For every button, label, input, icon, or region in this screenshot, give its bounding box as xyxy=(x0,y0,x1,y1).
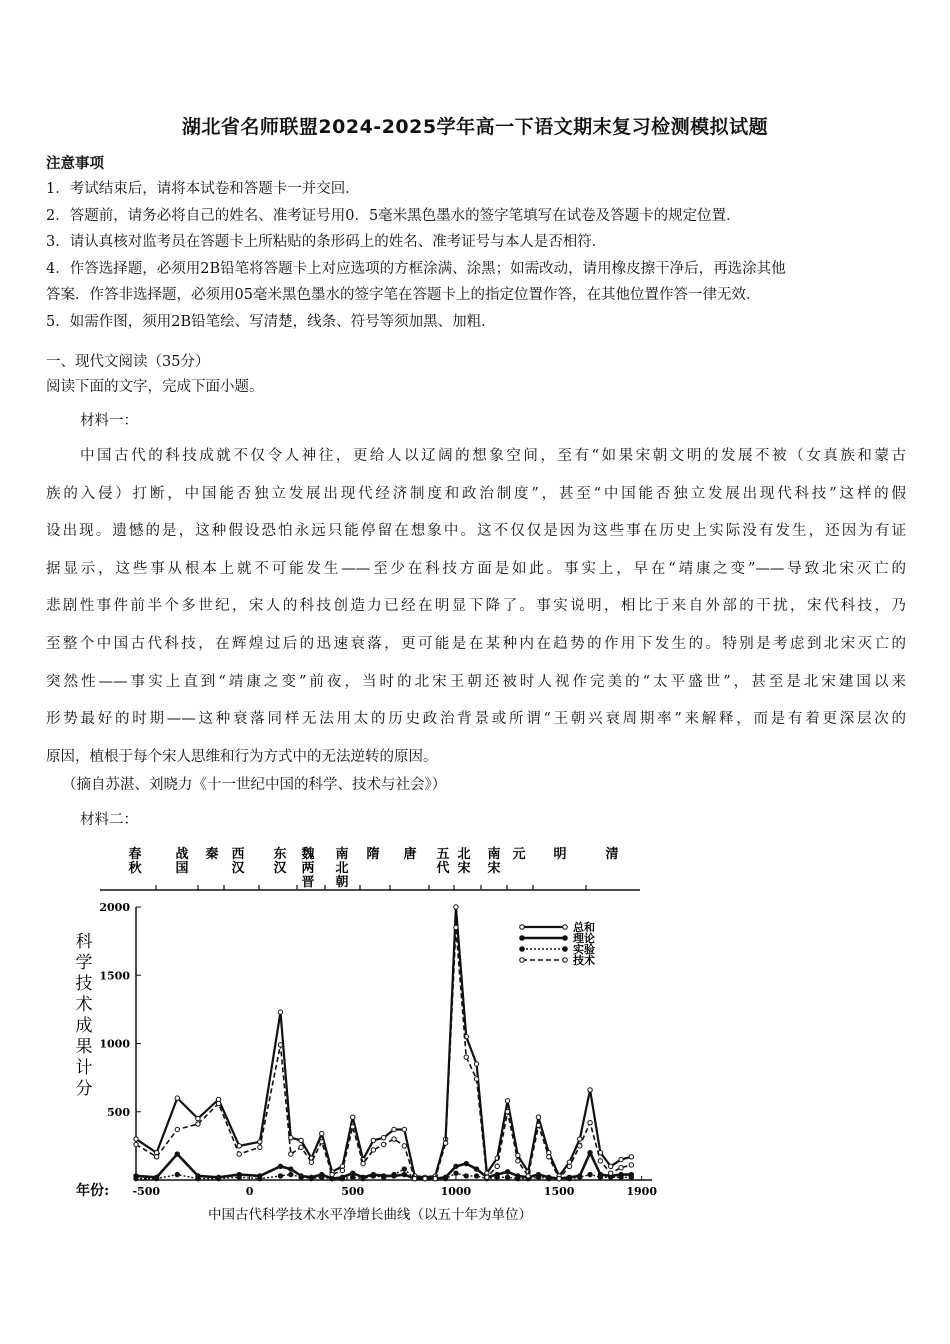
text-line: 原因，植根于每个宋人思维和行为方式中的无法逆转的原因。 xyxy=(46,748,438,765)
legend-label: 实验 xyxy=(573,943,595,956)
data-point xyxy=(309,1176,313,1180)
data-point xyxy=(351,1175,355,1179)
data-point xyxy=(588,1172,592,1176)
data-point xyxy=(629,1155,633,1159)
data-point xyxy=(196,1122,200,1126)
data-point xyxy=(175,1152,179,1156)
dynasty-label: 宋 xyxy=(487,861,501,876)
dynasty-label: 北 xyxy=(335,861,349,876)
data-point xyxy=(464,1161,468,1165)
data-point xyxy=(464,1055,468,1059)
data-point xyxy=(588,1120,592,1124)
data-point xyxy=(505,1175,509,1179)
y-axis-label: 果 xyxy=(75,1037,93,1057)
x-axis-label: 年份: xyxy=(76,1183,110,1199)
data-point xyxy=(505,1170,509,1174)
data-point xyxy=(402,1172,406,1176)
y-axis-label: 学 xyxy=(75,953,93,973)
data-point xyxy=(340,1176,344,1180)
material1-source: （摘自苏湛、刘晓力《十一世纪中国的科学、技术与社会》） xyxy=(62,777,447,793)
legend-marker xyxy=(520,947,525,952)
y-tick-label: 1500 xyxy=(99,969,130,983)
data-point xyxy=(381,1142,385,1146)
dynasty-label: 东 xyxy=(273,847,287,862)
data-point xyxy=(289,1167,293,1171)
data-point xyxy=(578,1137,582,1141)
data-point xyxy=(392,1137,396,1141)
data-point xyxy=(619,1175,623,1179)
data-point xyxy=(289,1152,293,1156)
section-heading: 一、现代文阅读（35分） xyxy=(46,354,210,370)
text-line: 设出现。遗憾的是，这种假设恐怕永远只能停留在想象中。这不仅仅是因为这些事在历史上实际没有发生，还因为有证 xyxy=(46,523,906,540)
data-point xyxy=(629,1175,633,1179)
y-tick-label: 500 xyxy=(107,1105,130,1119)
data-point xyxy=(598,1159,602,1163)
data-point xyxy=(443,1141,447,1145)
data-point xyxy=(454,1171,458,1175)
data-point xyxy=(320,1140,324,1144)
data-point xyxy=(371,1148,375,1152)
dynasty-label: 北 xyxy=(457,847,471,862)
data-point xyxy=(433,1176,437,1180)
data-point xyxy=(526,1174,530,1178)
data-point xyxy=(299,1138,303,1142)
data-point xyxy=(196,1176,200,1180)
legend-marker xyxy=(563,925,568,930)
data-point xyxy=(547,1155,551,1159)
y-axis-label: 科 xyxy=(75,932,93,952)
y-axis-label: 术 xyxy=(75,995,93,1015)
data-point xyxy=(505,1099,509,1103)
data-point xyxy=(154,1176,158,1180)
notice-item: 3．请认真核对监考员在答题卡上所粘贴的条形码上的姓名、准考证号与本人是否相符． xyxy=(46,234,607,250)
dynasty-label: 代 xyxy=(436,861,450,876)
data-point xyxy=(516,1159,520,1163)
notice-item: 2．答题前，请务必将自己的姓名、准考证号用0．5毫米黑色墨水的签字笔填写在试卷及答题卡的规定位置． xyxy=(46,207,741,224)
data-point xyxy=(278,1164,282,1168)
text-line: 悲剧性事件前半个多世纪，宋人的科技创造力已经在明显下降了。事实说明，相比于来自外部的干扰，宋代科技，乃 xyxy=(46,598,906,615)
data-point xyxy=(340,1168,344,1172)
data-point xyxy=(258,1145,262,1149)
x-tick-label: 1500 xyxy=(543,1185,575,1198)
data-point xyxy=(196,1116,200,1120)
data-point xyxy=(175,1096,179,1100)
data-point xyxy=(423,1176,427,1180)
data-point xyxy=(454,905,458,909)
data-point xyxy=(588,1151,592,1155)
data-point xyxy=(454,925,458,929)
data-point xyxy=(402,1144,406,1148)
notice-item: 5．如需作图，须用2B铅笔绘、写清楚，线条、符号等须加黑、加粗． xyxy=(46,313,496,330)
data-point xyxy=(237,1152,241,1156)
data-point xyxy=(474,1167,478,1171)
dynasty-label: 五 xyxy=(436,847,450,862)
data-point xyxy=(588,1088,592,1092)
dynasty-label: 战 xyxy=(175,847,189,862)
data-point xyxy=(536,1115,540,1119)
data-point xyxy=(320,1131,324,1135)
dynasty-label: 朝 xyxy=(335,875,349,890)
data-point xyxy=(536,1175,540,1179)
data-point xyxy=(402,1127,406,1131)
dynasty-label: 秦 xyxy=(205,847,219,862)
dynasty-label: 春 xyxy=(128,847,142,862)
data-point xyxy=(381,1175,385,1179)
data-point xyxy=(392,1127,396,1131)
data-point xyxy=(619,1166,623,1170)
data-point xyxy=(299,1145,303,1149)
y-axis-label: 技 xyxy=(75,974,93,994)
data-point xyxy=(351,1125,355,1129)
data-point xyxy=(175,1172,179,1176)
x-tick-label: 1900 xyxy=(626,1185,657,1198)
data-point xyxy=(598,1175,602,1179)
text-line: 族的入侵）打断，中国能否独立发展出现代经济制度和政治制度”，甚至“中国能否独立发展出现代科技”这样的假 xyxy=(46,485,906,502)
data-point xyxy=(443,1176,447,1180)
data-point xyxy=(629,1163,633,1167)
notice-list xyxy=(46,176,906,335)
x-tick-label: 500 xyxy=(341,1185,365,1198)
x-tick-label: 0 xyxy=(245,1185,254,1198)
data-point xyxy=(464,1174,468,1178)
material1-label: 材料一： xyxy=(80,413,138,429)
data-point xyxy=(361,1176,365,1180)
section-instruction: 阅读下面的文字，完成下面小题。 xyxy=(46,379,264,395)
data-point xyxy=(154,1155,158,1159)
data-point xyxy=(516,1176,520,1180)
data-point xyxy=(557,1176,561,1180)
data-point xyxy=(578,1175,582,1179)
dynasty-label: 元 xyxy=(512,847,526,862)
data-point xyxy=(609,1164,613,1168)
data-point xyxy=(474,1174,478,1178)
dynasty-label: 宋 xyxy=(457,861,471,876)
material1-text xyxy=(46,438,906,776)
data-point xyxy=(299,1175,303,1179)
data-point xyxy=(547,1176,551,1180)
data-point xyxy=(216,1176,220,1180)
dynasty-label: 清 xyxy=(605,847,619,862)
x-tick-label: 1000 xyxy=(440,1185,472,1198)
data-point xyxy=(216,1101,220,1105)
dynasty-label: 汉 xyxy=(273,861,287,876)
dynasty-label: 秋 xyxy=(128,861,142,876)
data-point xyxy=(381,1135,385,1139)
text-line: 突然性——事实上直到“靖康之变”前夜，当时的北宋王朝还被时人视作完美的“太平盛世”，甚至是北宋建国以来 xyxy=(46,673,906,690)
data-point xyxy=(278,1174,282,1178)
legend-marker xyxy=(563,936,568,941)
text-line: 据显示，这些事从根本上就不可能发生——至少在科技方面是如此。事实上，早在“靖康之变”——导致北宋灭亡的 xyxy=(46,560,906,577)
data-point xyxy=(371,1138,375,1142)
data-point xyxy=(392,1172,396,1176)
data-point xyxy=(175,1127,179,1131)
data-point xyxy=(474,1077,478,1081)
dynasty-label: 隋 xyxy=(366,847,380,862)
data-point xyxy=(237,1144,241,1148)
notice-item: 4．作答选择题，必须用2B铅笔将答题卡上对应选项的方框涂满、涂黑；如需改动，请用橡皮擦干净后，再选涂其他 xyxy=(46,260,786,277)
legend-label: 理论 xyxy=(573,932,595,945)
legend-label: 技术 xyxy=(573,954,595,967)
data-point xyxy=(320,1175,324,1179)
dynasty-label: 南 xyxy=(335,847,349,862)
notice-item: 1．考试结束后，请将本试卷和答题卡一并交回． xyxy=(46,181,360,197)
text-line: 中国古代的科技成就不仅令人神往，更给人以辽阔的想象空间，至有“如果宋朝文明的发展不被（女真族和蒙古 xyxy=(80,448,906,464)
data-point xyxy=(309,1160,313,1164)
data-point xyxy=(134,1176,138,1180)
data-point xyxy=(412,1176,416,1180)
x-tick-label: -500 xyxy=(132,1185,161,1198)
data-point xyxy=(609,1171,613,1175)
notice-heading: 注意事项 xyxy=(46,155,104,172)
y-axis-label: 分 xyxy=(75,1079,93,1099)
y-tick-label: 2000 xyxy=(99,901,130,914)
data-point xyxy=(495,1164,499,1168)
notice-item: 答案．作答非选择题，必须用05毫米黑色墨水的签字笔在答题卡上的指定位置作答，在其他位置作答一律无效． xyxy=(46,287,761,303)
legend-label: 总和 xyxy=(573,921,595,934)
data-point xyxy=(351,1115,355,1119)
legend-marker xyxy=(520,958,525,963)
data-point xyxy=(134,1137,138,1141)
dynasty-label: 魏 xyxy=(301,847,315,862)
dynasty-label: 汉 xyxy=(231,861,245,876)
dynasty-label: 南 xyxy=(487,847,501,862)
y-axis-label: 成 xyxy=(75,1016,93,1036)
data-point xyxy=(237,1175,241,1179)
text-line: 至整个中国古代科技，在辉煌过后的迅速衰落，更可能是在某种内在趋势的作用下发生的。特别是考虑到北宋灭亡的 xyxy=(46,635,906,652)
series-line xyxy=(136,927,631,1178)
dynasty-label: 晋 xyxy=(301,875,315,890)
data-point xyxy=(505,1110,509,1114)
data-point xyxy=(402,1167,406,1171)
data-point xyxy=(278,1043,282,1047)
data-point xyxy=(134,1142,138,1146)
data-point xyxy=(485,1175,489,1179)
dynasty-label: 国 xyxy=(175,861,189,876)
dynasty-label: 两 xyxy=(301,861,315,876)
data-point xyxy=(289,1172,293,1176)
dynasty-label: 西 xyxy=(231,847,245,862)
legend-marker xyxy=(563,958,568,963)
page-title: 湖北省名师联盟2024-2025学年高一下语文期末复习检测模拟试题 xyxy=(181,116,769,138)
data-point xyxy=(536,1123,540,1127)
science-growth-chart xyxy=(60,835,660,1230)
data-point xyxy=(330,1172,334,1176)
y-axis-label: 计 xyxy=(75,1058,93,1078)
text-line: 形势最好的时期——这种衰落同样无法用太的历史政治背景或所谓“王朝兴衰周期率”来解释，而是有着更深层次的 xyxy=(46,711,906,728)
data-point xyxy=(474,1062,478,1066)
data-point xyxy=(619,1157,623,1161)
dynasty-label: 唐 xyxy=(403,847,417,862)
data-point xyxy=(567,1176,571,1180)
legend-marker xyxy=(520,925,525,930)
chart-caption: 中国古代科学技术水平净增长曲线（以五十年为单位） xyxy=(208,1207,532,1223)
dynasty-label: 明 xyxy=(553,847,567,862)
y-tick-label: 1000 xyxy=(99,1037,130,1051)
data-point xyxy=(278,1010,282,1014)
legend-marker xyxy=(520,936,525,941)
legend-marker xyxy=(563,947,568,952)
data-point xyxy=(361,1161,365,1165)
data-point xyxy=(578,1144,582,1148)
data-point xyxy=(371,1174,375,1178)
material2-label: 材料二： xyxy=(80,812,138,828)
data-point xyxy=(567,1164,571,1168)
data-point xyxy=(454,1164,458,1168)
data-point xyxy=(495,1175,499,1179)
data-point xyxy=(258,1176,262,1180)
